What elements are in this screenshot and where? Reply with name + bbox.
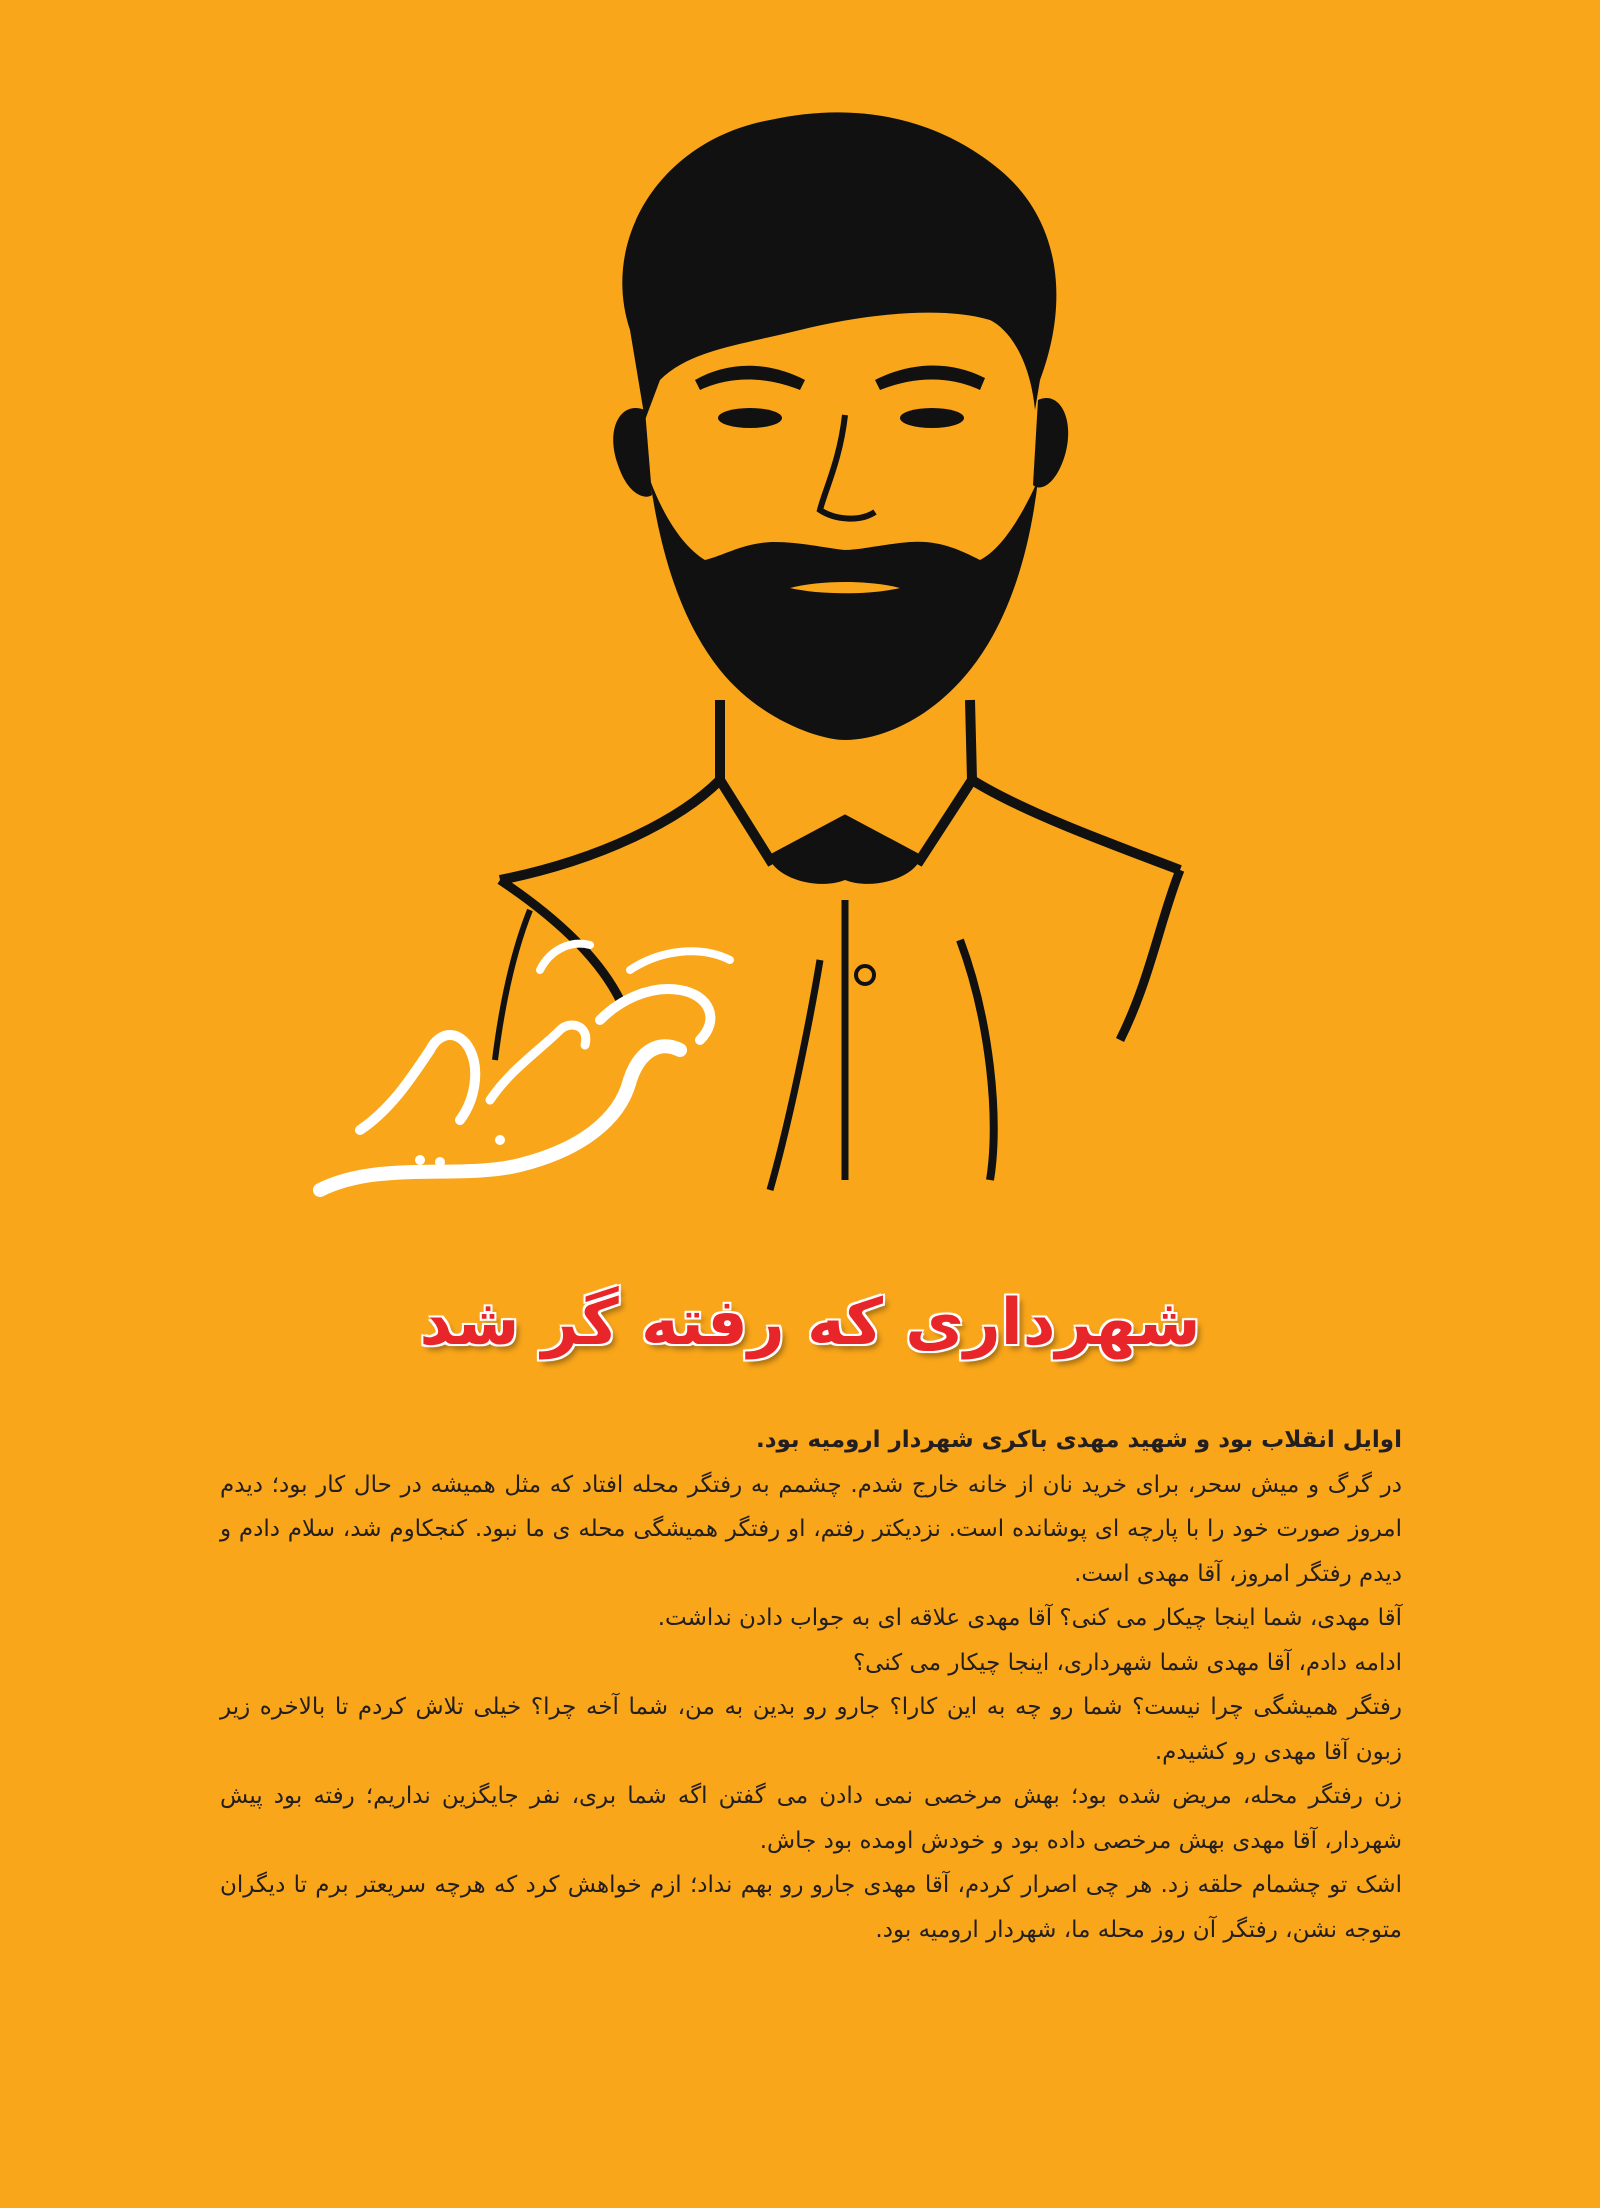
headline: شهرداری که رفته گر شد bbox=[419, 1286, 1201, 1360]
article-paragraph: زن رفتگر محله، مریض شده بود؛ بهش مرخصی نمی دادن می گفتن اگه شما بری، نفر جایگزین نداریم؛ رفته بود پیش شهردار، آقا مهدی بهش مرخصی داده بود و خودش اومده بود جاش. bbox=[220, 1783, 1402, 1854]
article-paragraph: اشک تو چشمام حلقه زد. هر چی اصرار کردم، آقا مهدی جارو رو بهم نداد؛ ازم خواهش کرد که هرچه سریعتر برم تا دیگران متوجه نشن، رفتگر آن روز محله ما، شهردار ارومیه بود. bbox=[220, 1872, 1402, 1943]
article-paragraph: آقا مهدی، شما اینجا چیکار می کنی؟ آقا مهدی علاقه ای به جواب دادن نداشت. bbox=[657, 1605, 1402, 1631]
calligraphy-title-artwork bbox=[300, 930, 760, 1230]
article-paragraph: در گرگ و میش سحر، برای خرید نان از خانه خارج شدم. چشمم به رفتگر محله افتاد که مثل همیشه در حال کار بود؛ دیدم امروز صورت خود را با پارچه ای پوشانده است. نزدیکتر رفتم، او رفتگر همیشگی محله ی ما نبود. کنجکاوم شد، سلام دادم و دیدم رفتگر امروز، آقا مهدی است. bbox=[220, 1471, 1402, 1587]
article-lead: اوایل انقلاب بود و شهید مهدی باکری شهردار ارومیه بود. bbox=[755, 1427, 1402, 1453]
article-body bbox=[220, 1418, 1402, 1952]
article-paragraph: رفتگر همیشگی چرا نیست؟ شما رو چه به این کارا؟ جارو رو بدین به من، شما آخه چرا؟ خیلی تلاش کردم تا بالاخره زیر زبون آقا مهدی رو کشیدم. bbox=[220, 1694, 1402, 1765]
article-paragraph: ادامه دادم، آقا مهدی شما شهرداری، اینجا چیکار می کنی؟ bbox=[852, 1649, 1402, 1676]
